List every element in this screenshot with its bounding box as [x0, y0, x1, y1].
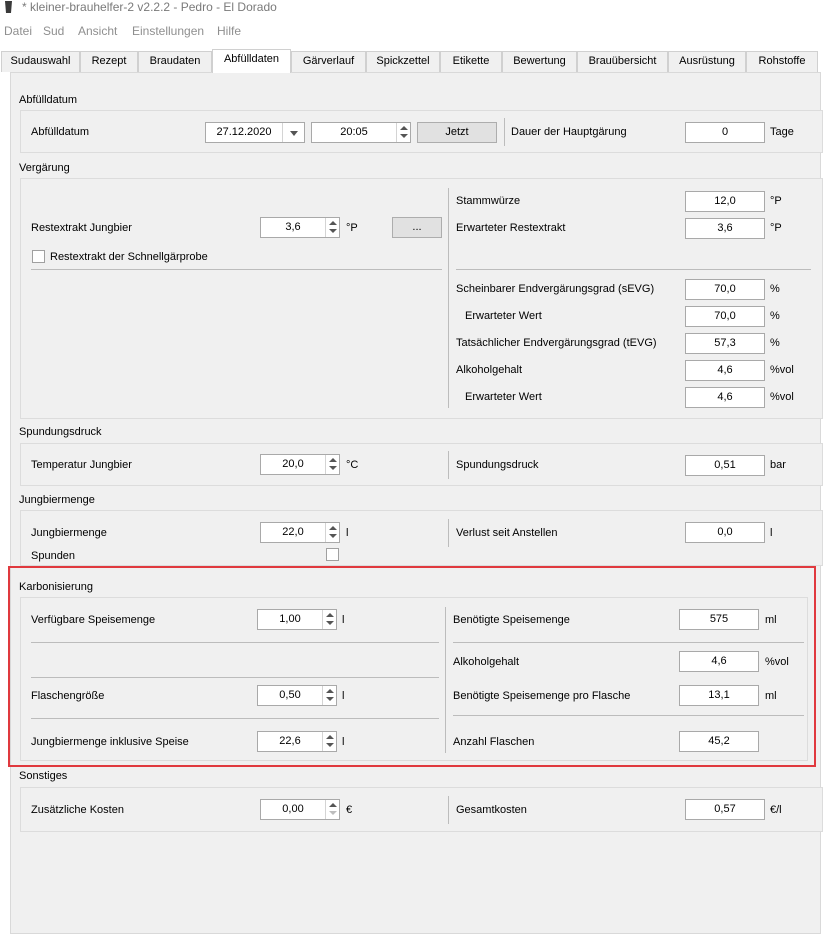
tab-abfuelldaten[interactable]: Abfülldaten [212, 49, 291, 73]
speisemenge-unit: l [342, 614, 345, 626]
menu-ansicht[interactable]: Ansicht [78, 24, 118, 38]
alkohol-erw-label: Erwarteter Wert [465, 391, 542, 403]
spin-down-icon [329, 229, 337, 233]
menu-einstellungen[interactable]: Einstellungen [132, 24, 205, 38]
flasche-unit: l [342, 690, 345, 702]
schnellgaer-label: Restextrakt der Schnellgärprobe [50, 251, 208, 263]
druck-unit: bar [770, 459, 786, 471]
divider [448, 519, 449, 547]
speisemenge-label: Verfügbare Speisemenge [31, 614, 156, 626]
gesamt-unit: €/l [770, 804, 782, 816]
erw-restextrakt-unit: °P [770, 222, 782, 234]
benoetigt-unit: ml [765, 614, 777, 626]
divider [456, 269, 811, 270]
menu-datei[interactable]: Datei [4, 24, 33, 38]
divider [504, 118, 505, 146]
pro-flasche-label: Benötigte Speisemenge pro Flasche [453, 690, 631, 702]
tab-gaerverlauf[interactable]: Gärverlauf [291, 51, 366, 72]
tab-bar [0, 49, 830, 72]
spunden-checkbox[interactable] [326, 548, 339, 561]
verlust-unit: l [770, 527, 773, 539]
duration-field[interactable]: 0 [685, 122, 765, 143]
sevg-erw-label: Erwarteter Wert [465, 310, 542, 322]
sevg-erw-field[interactable]: 70,0 [685, 306, 765, 327]
kosten-spin-arrows[interactable] [325, 800, 339, 819]
tab-bewertung[interactable]: Bewertung [502, 51, 577, 72]
restextrakt-spinbox[interactable] [260, 217, 340, 238]
menge-spinbox[interactable] [260, 522, 340, 543]
alkohol-erw-field[interactable]: 4,6 [685, 387, 765, 408]
pro-flasche-unit: ml [765, 690, 777, 702]
schnellgaer-checkbox[interactable] [32, 250, 45, 263]
divider [448, 796, 449, 824]
restextrakt-unit: °P [346, 222, 358, 234]
flasche-label: Flaschengröße [31, 690, 105, 702]
restextrakt-value: 3,6 [285, 221, 301, 233]
temp-unit: °C [346, 459, 359, 471]
spin-up-icon [400, 126, 408, 130]
inkl-label: Jungbiermenge inklusive Speise [31, 736, 189, 748]
abfuelldatum-label: Abfülldatum [31, 126, 90, 138]
tab-brauuebersicht[interactable]: Brauübersicht [577, 51, 668, 72]
sevg-erw-unit: % [770, 310, 780, 322]
group-title-jungbiermenge: Jungbiermenge [19, 494, 95, 506]
kosten-label: Zusätzliche Kosten [31, 804, 124, 816]
benoetigt-field[interactable]: 575 [679, 609, 759, 630]
tab-rohstoffe[interactable]: Rohstoffe [746, 51, 818, 72]
spin-up-icon [329, 526, 337, 530]
duration-label: Dauer der Hauptgärung [511, 126, 627, 138]
tab-sudauswahl[interactable]: Sudauswahl [1, 51, 80, 72]
temp-spinbox[interactable] [260, 454, 340, 475]
group-title-karbonisierung: Karbonisierung [19, 581, 93, 593]
kosten-value: 0,00 [282, 803, 304, 815]
menge-spin-arrows[interactable] [325, 523, 339, 542]
anzahl-label: Anzahl Flaschen [453, 736, 535, 748]
tevg-label: Tatsächlicher Endvergärungsgrad (tEVG) [456, 337, 657, 349]
benoetigt-label: Benötigte Speisemenge [453, 614, 570, 626]
app-icon [4, 1, 13, 13]
stammwuerze-unit: °P [770, 195, 782, 207]
inkl-value: 22,6 [279, 735, 301, 747]
verlust-label: Verlust seit Anstellen [456, 527, 558, 539]
tab-ausruestung[interactable]: Ausrüstung [668, 51, 746, 72]
time-spin-arrows[interactable] [396, 123, 410, 142]
karb-alkohol-field[interactable]: 4,6 [679, 651, 759, 672]
tevg-unit: % [770, 337, 780, 349]
spin-down-icon [329, 811, 337, 815]
verlust-field[interactable]: 0,0 [685, 522, 765, 543]
gesamt-label: Gesamtkosten [456, 804, 527, 816]
group-title-spundungsdruck: Spundungsdruck [19, 426, 102, 438]
stammwuerze-label: Stammwürze [456, 195, 521, 207]
speisemenge-value: 1,00 [279, 613, 301, 625]
sevg-field[interactable]: 70,0 [685, 279, 765, 300]
menge-value: 22,0 [282, 526, 304, 538]
duration-unit: Tage [770, 126, 794, 138]
divider [31, 269, 442, 270]
time-value: 20:05 [340, 126, 368, 138]
divider [448, 188, 449, 408]
temp-spin-arrows[interactable] [325, 455, 339, 474]
group-title-sonstiges: Sonstiges [19, 770, 68, 782]
group-title-abfuelldatum: Abfülldatum [19, 94, 78, 106]
date-dropdown-button[interactable] [282, 123, 304, 142]
karb-alkohol-unit: %vol [765, 656, 789, 668]
inkl-unit: l [342, 736, 345, 748]
menge-label: Jungbiermenge [31, 527, 107, 539]
spin-up-icon [329, 803, 337, 807]
erw-restextrakt-label: Erwarteter Restextrakt [456, 222, 566, 234]
now-button[interactable]: Jetzt [417, 122, 497, 143]
group-title-vergaerung: Vergärung [19, 162, 70, 174]
erw-restextrakt-field[interactable]: 3,6 [685, 218, 765, 239]
menu-hilfe[interactable]: Hilfe [217, 24, 242, 38]
sevg-unit: % [770, 283, 780, 295]
tab-braudaten[interactable]: Braudaten [138, 51, 212, 72]
alkohol-unit: %vol [770, 364, 794, 376]
anzahl-field[interactable]: 45,2 [679, 731, 759, 752]
divider [448, 451, 449, 479]
spin-up-icon [329, 221, 337, 225]
spin-down-icon [400, 134, 408, 138]
chevron-down-icon [290, 131, 298, 136]
temp-value: 20,0 [282, 458, 304, 470]
spin-down-icon [329, 466, 337, 470]
tab-rezept[interactable]: Rezept [80, 51, 138, 72]
tab-etikette[interactable]: Etikette [440, 51, 502, 72]
highlight-rectangle [8, 566, 816, 767]
kosten-unit: € [346, 804, 353, 816]
restextrakt-spin-arrows[interactable] [325, 218, 339, 237]
alkohol-erw-unit: %vol [770, 391, 794, 403]
time-edit[interactable] [311, 122, 411, 143]
tab-spickzettel[interactable]: Spickzettel [366, 51, 440, 72]
date-value: 27.12.2020 [216, 126, 272, 138]
menu-sud[interactable]: Sud [43, 24, 65, 38]
title-bar [0, 0, 830, 18]
gesamt-field[interactable]: 0,57 [685, 799, 765, 820]
more-button[interactable]: ... [392, 217, 442, 238]
kosten-spinbox[interactable] [260, 799, 340, 820]
restextrakt-label: Restextrakt Jungbier [31, 222, 132, 234]
tevg-field[interactable]: 57,3 [685, 333, 765, 354]
spin-up-icon [329, 458, 337, 462]
sevg-label: Scheinbarer Endvergärungsgrad (sEVG) [456, 283, 655, 295]
spunden-label: Spunden [31, 550, 76, 562]
flasche-value: 0,50 [279, 689, 301, 701]
stammwuerze-field[interactable]: 12,0 [685, 191, 765, 212]
date-edit[interactable] [205, 122, 305, 143]
window-title: * kleiner-brauhelfer-2 v2.2.2 - Pedro - El Dorado [22, 0, 277, 14]
druck-field[interactable]: 0,51 [685, 455, 765, 476]
menge-unit: l [346, 527, 349, 539]
druck-label: Spundungsdruck [456, 459, 539, 471]
pro-flasche-field[interactable]: 13,1 [679, 685, 759, 706]
karb-alkohol-label: Alkoholgehalt [453, 656, 520, 668]
menu-bar [0, 20, 830, 42]
alkohol-label: Alkoholgehalt [456, 364, 523, 376]
temp-label: Temperatur Jungbier [31, 459, 132, 471]
alkohol-field[interactable]: 4,6 [685, 360, 765, 381]
spin-down-icon [329, 534, 337, 538]
